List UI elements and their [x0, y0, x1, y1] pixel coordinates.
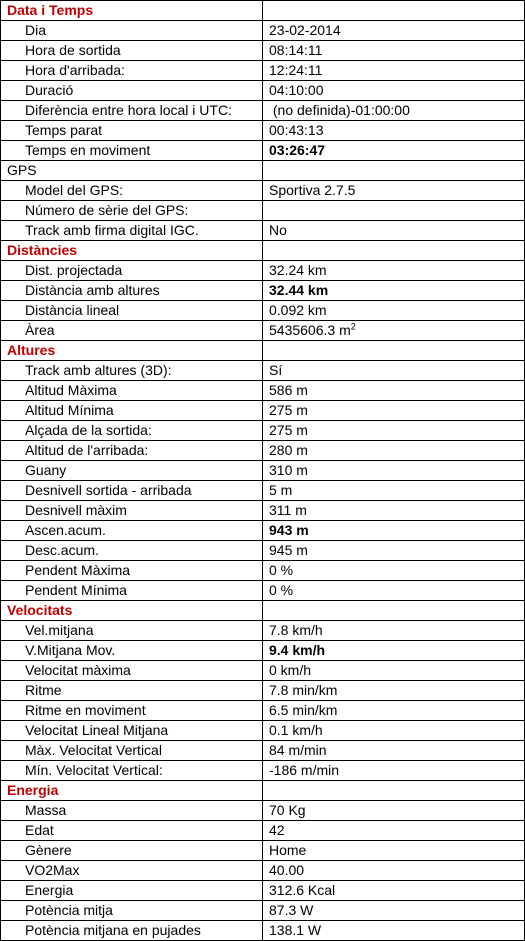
table-row [1, 801, 525, 821]
row-value [263, 221, 525, 241]
row-value-text: -186 m/min [269, 762, 340, 778]
row-value-text: No [269, 222, 287, 238]
row-value-text: 70 Kg [269, 802, 306, 818]
row-value-text: 5435606.3 m [269, 322, 351, 338]
section-title: Velocitats [1, 601, 263, 621]
section-title: Distàncies [1, 241, 263, 261]
table-row [1, 901, 525, 921]
row-value-text: 12:24:11 [269, 62, 323, 78]
row-label: Àrea [1, 321, 263, 341]
row-value [263, 181, 525, 201]
row-label: Hora d'arribada: [1, 61, 263, 81]
section-value-cell [263, 241, 525, 261]
row-value-text: 138.1 W [269, 922, 322, 938]
row-value [263, 321, 525, 341]
table-row [1, 521, 525, 541]
table-row [1, 221, 525, 241]
row-value-text: Sportiva 2.7.5 [269, 182, 356, 198]
table-row [1, 641, 525, 661]
row-value [263, 681, 525, 701]
row-label: Número de sèrie del GPS: [1, 201, 263, 221]
row-value [263, 501, 525, 521]
row-label: Temps parat [1, 121, 263, 141]
table-row [1, 921, 525, 941]
row-value [263, 581, 525, 601]
row-value-text: 40.00 [269, 862, 305, 878]
row-label: Duració [1, 81, 263, 101]
table-row [1, 201, 525, 221]
section-header-row [1, 781, 525, 801]
row-label: Pendent Mínima [1, 581, 263, 601]
table-row [1, 821, 525, 841]
table-row [1, 501, 525, 521]
row-value [263, 561, 525, 581]
row-value-text: 6.5 min/km [269, 702, 338, 718]
table-row [1, 21, 525, 41]
section-header-row [1, 161, 525, 181]
row-value [263, 821, 525, 841]
table-row [1, 361, 525, 381]
section-title: Energia [1, 781, 263, 801]
row-value-text: 87.3 W [269, 902, 314, 918]
row-value [263, 701, 525, 721]
row-value [263, 801, 525, 821]
row-label: VO2Max [1, 861, 263, 881]
table-row [1, 661, 525, 681]
table-row [1, 81, 525, 101]
row-label: Track amb altures (3D): [1, 361, 263, 381]
row-value [263, 61, 525, 81]
row-label: Dist. projectada [1, 261, 263, 281]
row-value [263, 881, 525, 901]
row-value-text: 32.24 km [269, 262, 327, 278]
table-row [1, 561, 525, 581]
row-value [263, 281, 525, 301]
table-row [1, 401, 525, 421]
row-value-text: 03:26:47 [269, 142, 326, 158]
row-label: Potència mitja [1, 901, 263, 921]
row-value-text: 00:43:13 [269, 122, 324, 138]
row-label: Desc.acum. [1, 541, 263, 561]
table-row [1, 481, 525, 501]
row-value-text: 275 m [269, 422, 308, 438]
table-row [1, 421, 525, 441]
row-label: Track amb firma digital IGC. [1, 221, 263, 241]
row-value [263, 741, 525, 761]
table-row [1, 181, 525, 201]
row-label: Ritme en moviment [1, 701, 263, 721]
row-value-text: 42 [269, 822, 285, 838]
row-label: Pendent Màxima [1, 561, 263, 581]
row-value [263, 21, 525, 41]
table-row [1, 261, 525, 281]
table-row [1, 281, 525, 301]
row-value-text: 5 m [269, 482, 293, 498]
row-value-text: 23-02-2014 [269, 22, 341, 38]
row-value-text: 04:10:00 [269, 82, 324, 98]
section-header-row [1, 241, 525, 261]
row-value-text: 586 m [269, 382, 308, 398]
row-value [263, 641, 525, 661]
row-value [263, 901, 525, 921]
row-label: Velocitat Lineal Mitjana [1, 721, 263, 741]
row-value [263, 721, 525, 741]
row-value [263, 41, 525, 61]
row-value-text: 7.8 km/h [269, 622, 323, 638]
row-label: Edat [1, 821, 263, 841]
row-value-text: 312.6 Kcal [269, 882, 336, 898]
section-value-cell [263, 781, 525, 801]
row-value-text: Sí [269, 362, 283, 378]
row-value-text: 311 m [269, 502, 307, 518]
row-value-text: 0 km/h [269, 662, 312, 678]
row-label: V.Mitjana Mov. [1, 641, 263, 661]
row-value-text: 0.1 km/h [269, 722, 323, 738]
row-value-text: 280 m [269, 442, 308, 458]
row-label: Desnivell màxim [1, 501, 263, 521]
table-row [1, 681, 525, 701]
row-value [263, 521, 525, 541]
row-value [263, 121, 525, 141]
row-value-text: 945 m [269, 542, 308, 558]
row-label: Velocitat màxima [1, 661, 263, 681]
row-value-text: 0 % [269, 582, 294, 598]
row-value [263, 841, 525, 861]
row-label: Altitud Mínima [1, 401, 263, 421]
track-summary-body [1, 1, 525, 941]
row-label: Màx. Velocitat Vertical [1, 741, 263, 761]
table-row [1, 321, 525, 341]
row-value [263, 761, 525, 781]
row-value-text: 943 m [269, 522, 309, 538]
table-row [1, 841, 525, 861]
section-title: Data i Temps [1, 1, 263, 21]
row-label: Gènere [1, 841, 263, 861]
row-value [263, 661, 525, 681]
unit-superscript: 2 [350, 321, 356, 332]
row-value-text: 9.4 km/h [269, 642, 326, 658]
row-label: Massa [1, 801, 263, 821]
section-title: GPS [1, 161, 263, 181]
row-label: Energia [1, 881, 263, 901]
table-row [1, 101, 525, 121]
table-row [1, 541, 525, 561]
row-value-text: 08:14:11 [269, 42, 323, 58]
row-label: Ascen.acum. [1, 521, 263, 541]
row-label: Diferència entre hora local i UTC: [1, 101, 263, 121]
row-value-text: 32.44 km [269, 282, 329, 298]
table-row [1, 121, 525, 141]
table-row [1, 721, 525, 741]
table-row [1, 141, 525, 161]
row-value [263, 101, 525, 121]
row-value-text: 275 m [269, 402, 308, 418]
row-value [263, 201, 525, 221]
section-header-row [1, 1, 525, 21]
section-value-cell [263, 161, 525, 181]
row-label: Potència mitjana en pujades [1, 921, 263, 941]
row-label: Temps en moviment [1, 141, 263, 161]
row-value [263, 141, 525, 161]
table-row [1, 761, 525, 781]
row-value [263, 421, 525, 441]
row-label: Desnivell sortida - arribada [1, 481, 263, 501]
row-value [263, 261, 525, 281]
section-header-row [1, 341, 525, 361]
section-header-row [1, 601, 525, 621]
row-label: Altitud Màxima [1, 381, 263, 401]
row-value-text: 84 m/min [269, 742, 327, 758]
table-row [1, 41, 525, 61]
table-row [1, 621, 525, 641]
row-label: Altitud de l'arribada: [1, 441, 263, 461]
row-label: Guany [1, 461, 263, 481]
row-value [263, 401, 525, 421]
row-value-text: 0 % [269, 562, 294, 578]
row-label: Model del GPS: [1, 181, 263, 201]
table-row [1, 881, 525, 901]
section-title: Altures [1, 341, 263, 361]
table-row [1, 301, 525, 321]
table-row [1, 701, 525, 721]
section-value-cell [263, 1, 525, 21]
row-label: Mín. Velocitat Vertical: [1, 761, 263, 781]
section-value-cell [263, 341, 525, 361]
row-value [263, 541, 525, 561]
row-label: Distància lineal [1, 301, 263, 321]
row-value [263, 461, 525, 481]
row-label: Distància amb altures [1, 281, 263, 301]
row-value [263, 441, 525, 461]
row-value [263, 301, 525, 321]
row-label: Dia [1, 21, 263, 41]
row-value-text: Home [269, 842, 307, 858]
row-value [263, 381, 525, 401]
row-value-text: 0.092 km [269, 302, 327, 318]
table-row [1, 741, 525, 761]
row-value [263, 921, 525, 941]
row-value [263, 861, 525, 881]
row-value [263, 361, 525, 381]
row-value-text: 7.8 min/km [269, 682, 338, 698]
row-label: Ritme [1, 681, 263, 701]
table-row [1, 861, 525, 881]
row-label: Hora de sortida [1, 41, 263, 61]
row-value-text: 310 m [269, 462, 308, 478]
table-row [1, 461, 525, 481]
row-label: Vel.mitjana [1, 621, 263, 641]
row-label: Alçada de la sortida: [1, 421, 263, 441]
table-row [1, 61, 525, 81]
row-value [263, 481, 525, 501]
row-value [263, 81, 525, 101]
table-row [1, 381, 525, 401]
row-value [263, 621, 525, 641]
section-value-cell [263, 601, 525, 621]
table-row [1, 441, 525, 461]
row-value-text: (no definida)-01:00:00 [269, 102, 410, 118]
table-row [1, 581, 525, 601]
